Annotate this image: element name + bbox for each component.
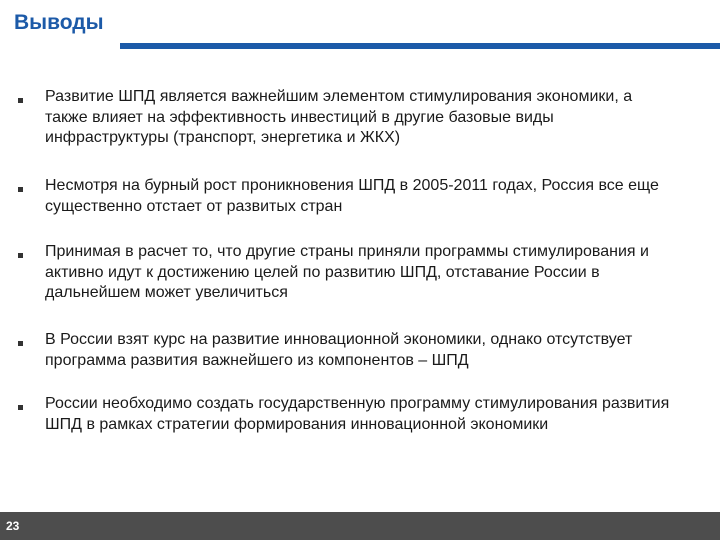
bullet-text: Несмотря на бурный рост проникновения ШПД в 2005-2011 годах, Россия все еще существенно отстает от развитых стран bbox=[45, 177, 659, 215]
bullet-marker-icon bbox=[18, 341, 23, 346]
bullet-marker-icon bbox=[18, 405, 23, 410]
slide-title: Выводы bbox=[14, 11, 104, 34]
footer-bar bbox=[0, 512, 720, 540]
bullet-text: Принимая в расчет то, что другие страны приняли программы стимулирования и активно идут к достижению целей по развитию ШПД, отставание России в дальнейшем может увеличиться bbox=[45, 243, 649, 301]
bullet-text: Развитие ШПД является важнейшим элементом стимулирования экономики, а также влияет на эффективность инвестиций в другие базовые виды инфраструктуры (транспорт, энергетика и ЖКХ) bbox=[45, 88, 633, 146]
bullet-marker-icon bbox=[18, 253, 23, 258]
bullet-text: В России взят курс на развитие инновационной экономики, однако отсутствует программа развития важнейшего из компонентов – ШПД bbox=[45, 331, 633, 369]
bullet-text: России необходимо создать государственную программу стимулирования развития ШПД в рамках стратегии формирования инновационной экономики bbox=[45, 395, 670, 433]
bullet-marker-icon bbox=[18, 187, 23, 192]
page-number: 23 bbox=[6, 519, 20, 533]
bullet-marker-icon bbox=[18, 98, 23, 103]
